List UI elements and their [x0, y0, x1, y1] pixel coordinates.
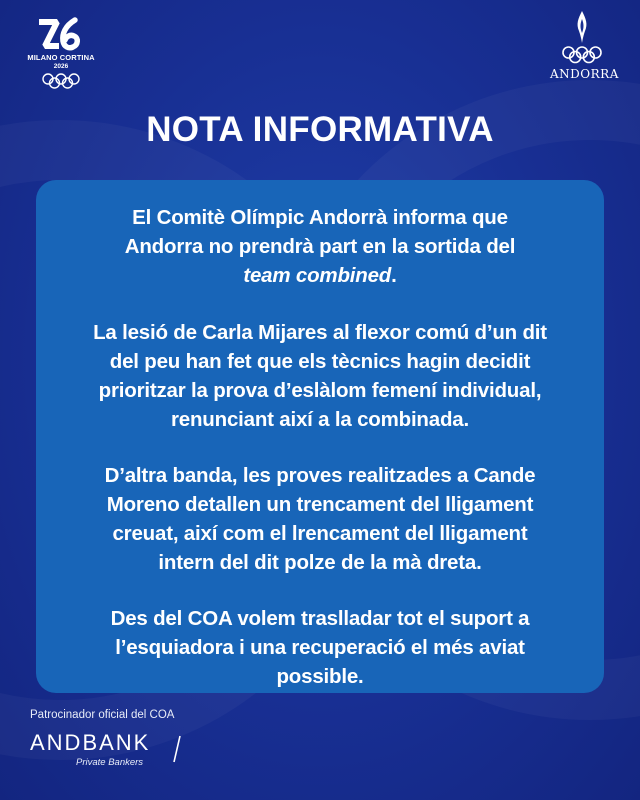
- paragraph-3-line-4: intern del dit polze de la mà dreta.: [158, 551, 482, 574]
- paragraph-1-emphasis: team combined: [243, 264, 392, 287]
- sponsor-brand: ANDBANK: [30, 730, 151, 755]
- andorra-olympic-flame-icon: [572, 10, 592, 44]
- paragraph-1-line-2: Andorra no prendrà part en la sortida del: [124, 235, 516, 258]
- sponsor-tagline: Private Bankers: [76, 757, 144, 768]
- paragraph-2-line-1: La lesió de Carla Mijares al flexor comú d’un dit: [93, 321, 547, 344]
- paragraph-2: [36, 318, 604, 434]
- paragraph-1: [36, 203, 604, 290]
- paragraph-1-line-1: El Comitè Olímpic Andorrà informa que: [132, 206, 508, 229]
- logo-country-text: ANDORRA: [550, 67, 619, 81]
- paragraph-4-line-2: l’esquiadora i una recuperació el més aviat: [115, 636, 525, 659]
- page-title: NOTA INFORMATIVA: [146, 110, 494, 149]
- paragraph-4: [36, 604, 604, 691]
- olympic-rings-icon: [41, 73, 81, 89]
- paragraph-1-end: .: [391, 264, 397, 287]
- olympic-rings-icon: [561, 46, 603, 64]
- slash-mark-icon: [172, 734, 182, 764]
- sponsor-logo: [30, 730, 180, 768]
- paragraph-2-line-4: renunciant així a la combinada.: [171, 408, 469, 431]
- paragraph-3-line-2: Moreno detallen un trencament del lligament: [106, 493, 534, 516]
- paragraph-4-line-1: Des del COA volem traslladar tot el suport a: [110, 607, 530, 630]
- paragraph-2-line-2: del peu han fet que els tècnics hagin decidit: [109, 350, 531, 373]
- milano-cortina-logo-icon: [35, 16, 87, 52]
- paragraph-4-line-3: possible.: [276, 665, 364, 688]
- andorra-olympic-logo: [550, 10, 619, 81]
- logo-year-text: 2026: [53, 63, 69, 70]
- milano-cortina-logo: [22, 16, 100, 89]
- announcement-card: [36, 180, 604, 693]
- sponsor-label: Patrocinador oficial del COA: [30, 709, 175, 721]
- paragraph-2-line-3: prioritzar la prova d’eslàlom femení individual,: [98, 379, 542, 402]
- logo-city-text: MILANO CORTINA: [27, 53, 95, 62]
- paragraph-3-line-3: creuat, així com el lrencament del lligament: [112, 522, 528, 545]
- paragraph-3-line-1: D’altra banda, les proves realitzades a Cande: [104, 464, 536, 487]
- paragraph-3: [36, 461, 604, 577]
